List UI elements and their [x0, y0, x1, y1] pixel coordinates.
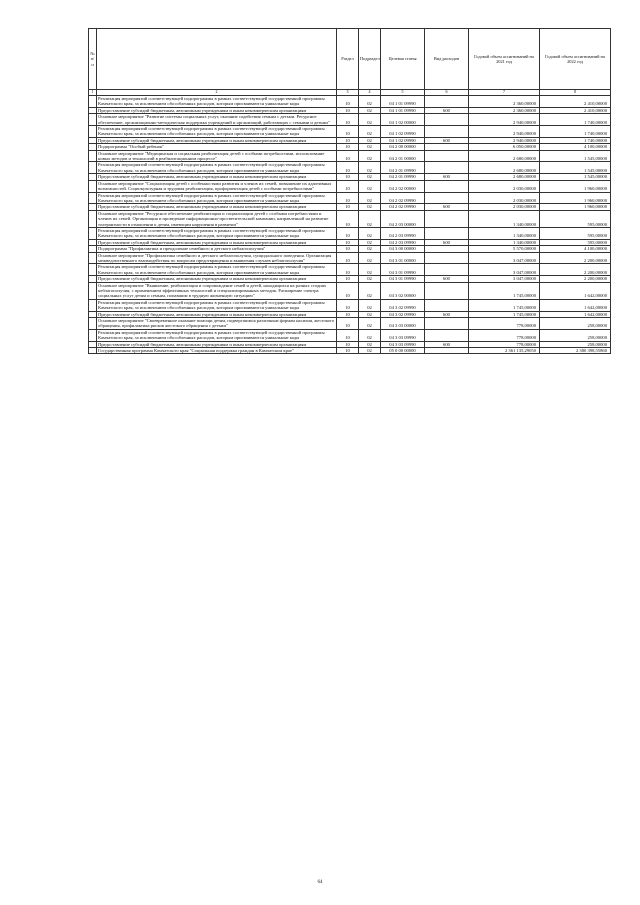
- row-number: [89, 192, 97, 204]
- row-podrazdel: 02: [359, 162, 381, 174]
- row-razdel: 10: [337, 210, 359, 227]
- row-amount-2022: 1 960,00000: [540, 192, 611, 204]
- row-number: [89, 348, 97, 354]
- row-name: Основное мероприятие "Ресурсное обеспечение реабилитации и социализации детей с особыми потребностями и членов их семей. Организация и проведение информационно-просветительской кампании, направленной на развитие толерантности в отношении к детям, имеющим нарушения в развитии": [97, 210, 337, 227]
- row-number: [89, 162, 97, 174]
- row-target: 04 3 01 09990: [381, 264, 425, 276]
- row-amount-2021: 3 047,00000: [469, 276, 540, 282]
- row-amount-2021: 2 940,00000: [469, 137, 540, 143]
- row-amount-2021: 2 680,00000: [469, 162, 540, 174]
- table-row: [89, 318, 611, 330]
- row-number: [89, 180, 97, 192]
- row-vid: [425, 180, 469, 192]
- row-amount-2021: 1 745,00000: [469, 311, 540, 317]
- row-number: [89, 126, 97, 138]
- table-row: [89, 126, 611, 138]
- row-amount-2022: 1 960,00000: [540, 180, 611, 192]
- row-razdel: 10: [337, 227, 359, 239]
- row-target: 04 2 03 00000: [381, 210, 425, 227]
- table-row: [89, 204, 611, 210]
- row-target: 04 3 02 00000: [381, 282, 425, 299]
- row-name: Основное мероприятие "Выявление, реабилитация и сопровождение семей и детей, находящихся на разных стадиях неблагополучия, с применением эффективных технологий и специализированных методик. Расширение спектра социальных услуг детям и семьям, попавшим в трудную жизненную ситуацию": [97, 282, 337, 299]
- row-amount-2022: 258,00000: [540, 329, 611, 341]
- row-name: Основное мероприятие "Развитие системы социальных услуг, оказание содействия семьям с детьми. Ресурсное обеспечение, организационно-методическая поддержка учреждений и организаций, работающих с семьями и детьми": [97, 114, 337, 126]
- row-podrazdel: 02: [359, 126, 381, 138]
- row-name: Государственная программа Камчатского края "Социальная поддержка граждан в Камчатском крае": [97, 348, 337, 354]
- row-target: 04 1 01 09990: [381, 107, 425, 113]
- row-vid: [425, 210, 469, 227]
- row-razdel: 10: [337, 252, 359, 264]
- row-vid: 600: [425, 137, 469, 143]
- row-podrazdel: 02: [359, 348, 381, 354]
- header-2021: Годовой объем ассигнований на 2021 год: [469, 29, 540, 90]
- row-name: Реализация мероприятий соответствующей подпрограммы в рамках соответствующей государственной программы Камчатского края, за исключением обособленных расходов, которым присваиваются уникальные коды: [97, 192, 337, 204]
- row-number: [89, 96, 97, 108]
- row-name: Основное мероприятие "Профилактика семейного и детского неблагополучия, суицидального поведения. Организация межведомственного взаимодействия по вопросам предотвращения и выявления случаев неблагополучия": [97, 252, 337, 264]
- row-amount-2021: 2 680,00000: [469, 174, 540, 180]
- row-vid: [425, 264, 469, 276]
- column-number: 3: [337, 90, 359, 96]
- row-podrazdel: 02: [359, 137, 381, 143]
- row-razdel: 10: [337, 192, 359, 204]
- row-name: Реализация мероприятий соответствующей подпрограммы в рамках соответствующей государственной программы Камчатского края, за исключением обособленных расходов, которым присваиваются уникальные коды: [97, 227, 337, 239]
- row-podrazdel: 02: [359, 311, 381, 317]
- table-row: [89, 282, 611, 299]
- row-podrazdel: 02: [359, 192, 381, 204]
- row-target: 04 3 03 09990: [381, 329, 425, 341]
- table-row: [89, 96, 611, 108]
- table-row: [89, 246, 611, 252]
- row-amount-2021: 1 745,00000: [469, 299, 540, 311]
- row-razdel: 10: [337, 318, 359, 330]
- row-amount-2022: 1 545,00000: [540, 174, 611, 180]
- row-amount-2022: 4 100,00000: [540, 144, 611, 150]
- row-number: [89, 252, 97, 264]
- row-vid: 600: [425, 311, 469, 317]
- row-vid: 600: [425, 107, 469, 113]
- header-vid: Вид расходов: [425, 29, 469, 90]
- row-number: [89, 114, 97, 126]
- row-amount-2022: 1 642,00000: [540, 282, 611, 299]
- table-row: [89, 227, 611, 239]
- row-target: 04 2 03 09990: [381, 239, 425, 245]
- table-row: [89, 264, 611, 276]
- column-number: 8: [540, 90, 611, 96]
- row-amount-2022: 595,00000: [540, 227, 611, 239]
- row-name: Предоставление субсидий бюджетным, автономным учреждениям и иным некоммерческим организациям: [97, 341, 337, 347]
- row-podrazdel: 02: [359, 107, 381, 113]
- row-razdel: 10: [337, 126, 359, 138]
- row-podrazdel: 02: [359, 276, 381, 282]
- row-name: Основное мероприятие "Социализация детей с особенностями развития и членов их семей, повышение их адаптивных возможностей. Социокультурная и трудовая реабилитация, профориентация детей с особыми потребностями": [97, 180, 337, 192]
- row-vid: [425, 150, 469, 162]
- table-row: [89, 252, 611, 264]
- row-amount-2022: 1 740,00000: [540, 137, 611, 143]
- row-amount-2022: 4 100,00000: [540, 246, 611, 252]
- row-name: Реализация мероприятий соответствующей подпрограммы в рамках соответствующей государственной программы Камчатского края, за исключением обособленных расходов, которым присваиваются уникальные коды: [97, 126, 337, 138]
- row-razdel: 10: [337, 311, 359, 317]
- row-target: 04 3 02 09990: [381, 311, 425, 317]
- row-vid: 600: [425, 341, 469, 347]
- column-number: 6: [425, 90, 469, 96]
- row-amount-2021: 2 030,00000: [469, 180, 540, 192]
- header-num: № п/п: [89, 29, 97, 90]
- row-target: 04 3 02 09990: [381, 299, 425, 311]
- row-name: Предоставление субсидий бюджетным, автономным учреждениям и иным некоммерческим организациям: [97, 174, 337, 180]
- row-razdel: 10: [337, 174, 359, 180]
- table-row: [89, 137, 611, 143]
- row-razdel: 10: [337, 276, 359, 282]
- row-number: [89, 227, 97, 239]
- row-amount-2022: 2 380 398,55860: [540, 348, 611, 354]
- row-vid: 600: [425, 276, 469, 282]
- row-razdel: 10: [337, 282, 359, 299]
- row-amount-2021: 5 570,00000: [469, 246, 540, 252]
- table-body: [89, 96, 611, 354]
- row-amount-2021: 2 030,00000: [469, 204, 540, 210]
- row-target: 04 3 03 09990: [381, 341, 425, 347]
- row-target: 04 1 01 09990: [381, 96, 425, 108]
- row-name: Предоставление субсидий бюджетным, автономным учреждениям и иным некоммерческим организациям: [97, 311, 337, 317]
- table-row: [89, 114, 611, 126]
- row-vid: [425, 348, 469, 354]
- table-row: [89, 299, 611, 311]
- row-name: Предоставление субсидий бюджетным, автономным учреждениям и иным некоммерческим организациям: [97, 107, 337, 113]
- row-amount-2021: 2 940,00000: [469, 114, 540, 126]
- row-amount-2022: 2 200,00000: [540, 276, 611, 282]
- row-target: 04 2 01 09990: [381, 162, 425, 174]
- row-amount-2022: 1 545,00000: [540, 162, 611, 174]
- row-podrazdel: 02: [359, 174, 381, 180]
- table-row: [89, 239, 611, 245]
- table-row: [89, 107, 611, 113]
- table-row: [89, 210, 611, 227]
- table-row: [89, 348, 611, 354]
- row-amount-2022: 258,00000: [540, 318, 611, 330]
- row-razdel: 10: [337, 204, 359, 210]
- table-row: [89, 150, 611, 162]
- table-row: [89, 276, 611, 282]
- row-name: Предоставление субсидий бюджетным, автономным учреждениям и иным некоммерческим организациям: [97, 276, 337, 282]
- row-vid: [425, 282, 469, 299]
- row-amount-2022: 2 200,00000: [540, 264, 611, 276]
- row-number: [89, 210, 97, 227]
- row-amount-2021: 1 745,00000: [469, 282, 540, 299]
- row-razdel: 10: [337, 114, 359, 126]
- row-razdel: 10: [337, 144, 359, 150]
- row-name: Реализация мероприятий соответствующей подпрограммы в рамках соответствующей государственной программы Камчатского края, за исключением обособленных расходов, которым присваиваются уникальные коды: [97, 96, 337, 108]
- row-razdel: 10: [337, 329, 359, 341]
- row-vid: 600: [425, 174, 469, 180]
- row-amount-2021: 778,00000: [469, 341, 540, 347]
- header-target: Целевая статья: [381, 29, 425, 90]
- row-razdel: 10: [337, 150, 359, 162]
- row-target: 04 1 02 09990: [381, 137, 425, 143]
- row-podrazdel: 02: [359, 204, 381, 210]
- row-amount-2022: 1 642,00000: [540, 299, 611, 311]
- row-vid: [425, 162, 469, 174]
- row-target: 04 1 02 09990: [381, 126, 425, 138]
- row-razdel: 10: [337, 341, 359, 347]
- row-vid: [425, 126, 469, 138]
- row-podrazdel: 02: [359, 329, 381, 341]
- row-amount-2022: 1 545,00000: [540, 150, 611, 162]
- row-amount-2022: 2 410,00000: [540, 96, 611, 108]
- row-podrazdel: 02: [359, 114, 381, 126]
- row-podrazdel: 02: [359, 150, 381, 162]
- row-name: Предоставление субсидий бюджетным, автономным учреждениям и иным некоммерческим организациям: [97, 239, 337, 245]
- row-amount-2021: 1 340,00000: [469, 210, 540, 227]
- header-name: [97, 29, 337, 90]
- header-podrazdel: Подраздел: [359, 29, 381, 90]
- header-razdel: Раздел: [337, 29, 359, 90]
- row-vid: [425, 227, 469, 239]
- document-page: [88, 28, 610, 354]
- row-name: Реализация мероприятий соответствующей подпрограммы в рамках соответствующей государственной программы Камчатского края, за исключением обособленных расходов, которым присваиваются уникальные коды: [97, 329, 337, 341]
- row-number: [89, 318, 97, 330]
- row-podrazdel: 02: [359, 96, 381, 108]
- row-vid: [425, 329, 469, 341]
- row-razdel: 10: [337, 137, 359, 143]
- column-number: 5: [381, 90, 425, 96]
- row-target: 04 3 01 09990: [381, 276, 425, 282]
- table-row: [89, 162, 611, 174]
- row-name: Подпрограмма "Особый ребенок": [97, 144, 337, 150]
- row-amount-2021: 2 360,00000: [469, 96, 540, 108]
- row-podrazdel: 02: [359, 144, 381, 150]
- row-target: 04 2 02 00000: [381, 180, 425, 192]
- row-podrazdel: 02: [359, 252, 381, 264]
- row-vid: [425, 299, 469, 311]
- row-amount-2022: 595,00000: [540, 210, 611, 227]
- row-target: 04 2 03 09990: [381, 227, 425, 239]
- row-target: 04 1 02 00000: [381, 114, 425, 126]
- table-row: [89, 329, 611, 341]
- row-amount-2021: 2 360,00000: [469, 107, 540, 113]
- row-name: Реализация мероприятий соответствующей подпрограммы в рамках соответствующей государственной программы Камчатского края, за исключением обособленных расходов, которым присваиваются уникальные коды: [97, 162, 337, 174]
- row-amount-2021: 3 047,00000: [469, 252, 540, 264]
- table-row: [89, 180, 611, 192]
- page-number: 64: [317, 880, 323, 885]
- row-vid: [425, 114, 469, 126]
- row-vid: [425, 96, 469, 108]
- row-amount-2022: 1 960,00000: [540, 204, 611, 210]
- row-amount-2022: 1 740,00000: [540, 126, 611, 138]
- row-target: 04 2 01 09990: [381, 174, 425, 180]
- row-number: [89, 264, 97, 276]
- row-name: Подпрограмма "Профилактика и преодоление семейного и детского неблагополучия": [97, 246, 337, 252]
- row-target: 04 2 00 00000: [381, 144, 425, 150]
- budget-table: [88, 28, 611, 354]
- row-podrazdel: 02: [359, 318, 381, 330]
- table-row: [89, 341, 611, 347]
- row-razdel: 10: [337, 180, 359, 192]
- row-razdel: 10: [337, 299, 359, 311]
- row-razdel: 10: [337, 264, 359, 276]
- row-amount-2022: 2 200,00000: [540, 252, 611, 264]
- row-razdel: 10: [337, 246, 359, 252]
- header-2022: Годовой объем ассигнований на 2022 год: [540, 29, 611, 90]
- row-target: 04 3 00 00000: [381, 246, 425, 252]
- row-podrazdel: 02: [359, 227, 381, 239]
- row-podrazdel: 02: [359, 282, 381, 299]
- row-amount-2022: 595,00000: [540, 239, 611, 245]
- row-name: Реализация мероприятий соответствующей подпрограммы в рамках соответствующей государственной программы Камчатского края, за исключением обособленных расходов, которым присваиваются уникальные коды: [97, 264, 337, 276]
- row-amount-2021: 778,00000: [469, 329, 540, 341]
- row-razdel: 10: [337, 96, 359, 108]
- column-number: 7: [469, 90, 540, 96]
- row-razdel: 10: [337, 239, 359, 245]
- row-podrazdel: 02: [359, 239, 381, 245]
- row-vid: 600: [425, 204, 469, 210]
- column-number: 2: [97, 90, 337, 96]
- row-name: Предоставление субсидий бюджетным, автономным учреждениям и иным некоммерческим организациям: [97, 204, 337, 210]
- row-target: 05 0 00 00000: [381, 348, 425, 354]
- table-row: [89, 174, 611, 180]
- row-number: [89, 329, 97, 341]
- row-number: [89, 150, 97, 162]
- row-amount-2021: 6 050,00000: [469, 144, 540, 150]
- column-number: 4: [359, 90, 381, 96]
- row-amount-2021: 1 340,00000: [469, 239, 540, 245]
- row-number: [89, 299, 97, 311]
- row-vid: [425, 192, 469, 204]
- row-name: Основное мероприятие "Медицинская и социальная реабилитация детей с особыми потребностями, использование новых методов и технологий в реабилитационном процессе": [97, 150, 337, 162]
- row-podrazdel: 02: [359, 341, 381, 347]
- row-razdel: 10: [337, 107, 359, 113]
- row-name: Предоставление субсидий бюджетным, автономным учреждениям и иным некоммерческим организациям: [97, 137, 337, 143]
- row-target: 04 3 01 00000: [381, 252, 425, 264]
- row-podrazdel: 02: [359, 180, 381, 192]
- column-number: 1: [89, 90, 97, 96]
- row-amount-2021: 2 940,00000: [469, 126, 540, 138]
- row-target: 04 2 02 09990: [381, 204, 425, 210]
- row-podrazdel: 02: [359, 264, 381, 276]
- row-vid: 600: [425, 239, 469, 245]
- row-podrazdel: 02: [359, 299, 381, 311]
- row-target: 04 3 03 00000: [381, 318, 425, 330]
- row-vid: [425, 318, 469, 330]
- row-amount-2022: 2 410,00000: [540, 107, 611, 113]
- row-amount-2021: 1 340,00000: [469, 227, 540, 239]
- row-amount-2021: 2 361 135,29050: [469, 348, 540, 354]
- row-amount-2021: 2 030,00000: [469, 192, 540, 204]
- row-razdel: 10: [337, 162, 359, 174]
- table-header-row: [89, 29, 611, 90]
- row-amount-2022: 1 642,00000: [540, 311, 611, 317]
- row-target: 04 2 02 09990: [381, 192, 425, 204]
- row-amount-2021: 3 047,00000: [469, 264, 540, 276]
- row-name: Реализация мероприятий соответствующей подпрограммы в рамках соответствующей государственной программы Камчатского края, за исключением обособленных расходов, которым присваиваются уникальные коды: [97, 299, 337, 311]
- row-razdel: 10: [337, 348, 359, 354]
- row-amount-2021: 2 680,00000: [469, 150, 540, 162]
- row-amount-2021: 778,00000: [469, 318, 540, 330]
- row-vid: [425, 252, 469, 264]
- row-amount-2022: 1 740,00000: [540, 114, 611, 126]
- table-row: [89, 311, 611, 317]
- row-name: Основное мероприятие "Своевременное оказание помощи детям, подвергшимся различным формам насилия, жестокого обращения, профилактика рисков жестокого обращения с детьми": [97, 318, 337, 330]
- table-row: [89, 192, 611, 204]
- row-amount-2022: 258,00000: [540, 341, 611, 347]
- row-number: [89, 282, 97, 299]
- row-target: 04 2 01 00000: [381, 150, 425, 162]
- row-podrazdel: 02: [359, 210, 381, 227]
- row-podrazdel: 02: [359, 246, 381, 252]
